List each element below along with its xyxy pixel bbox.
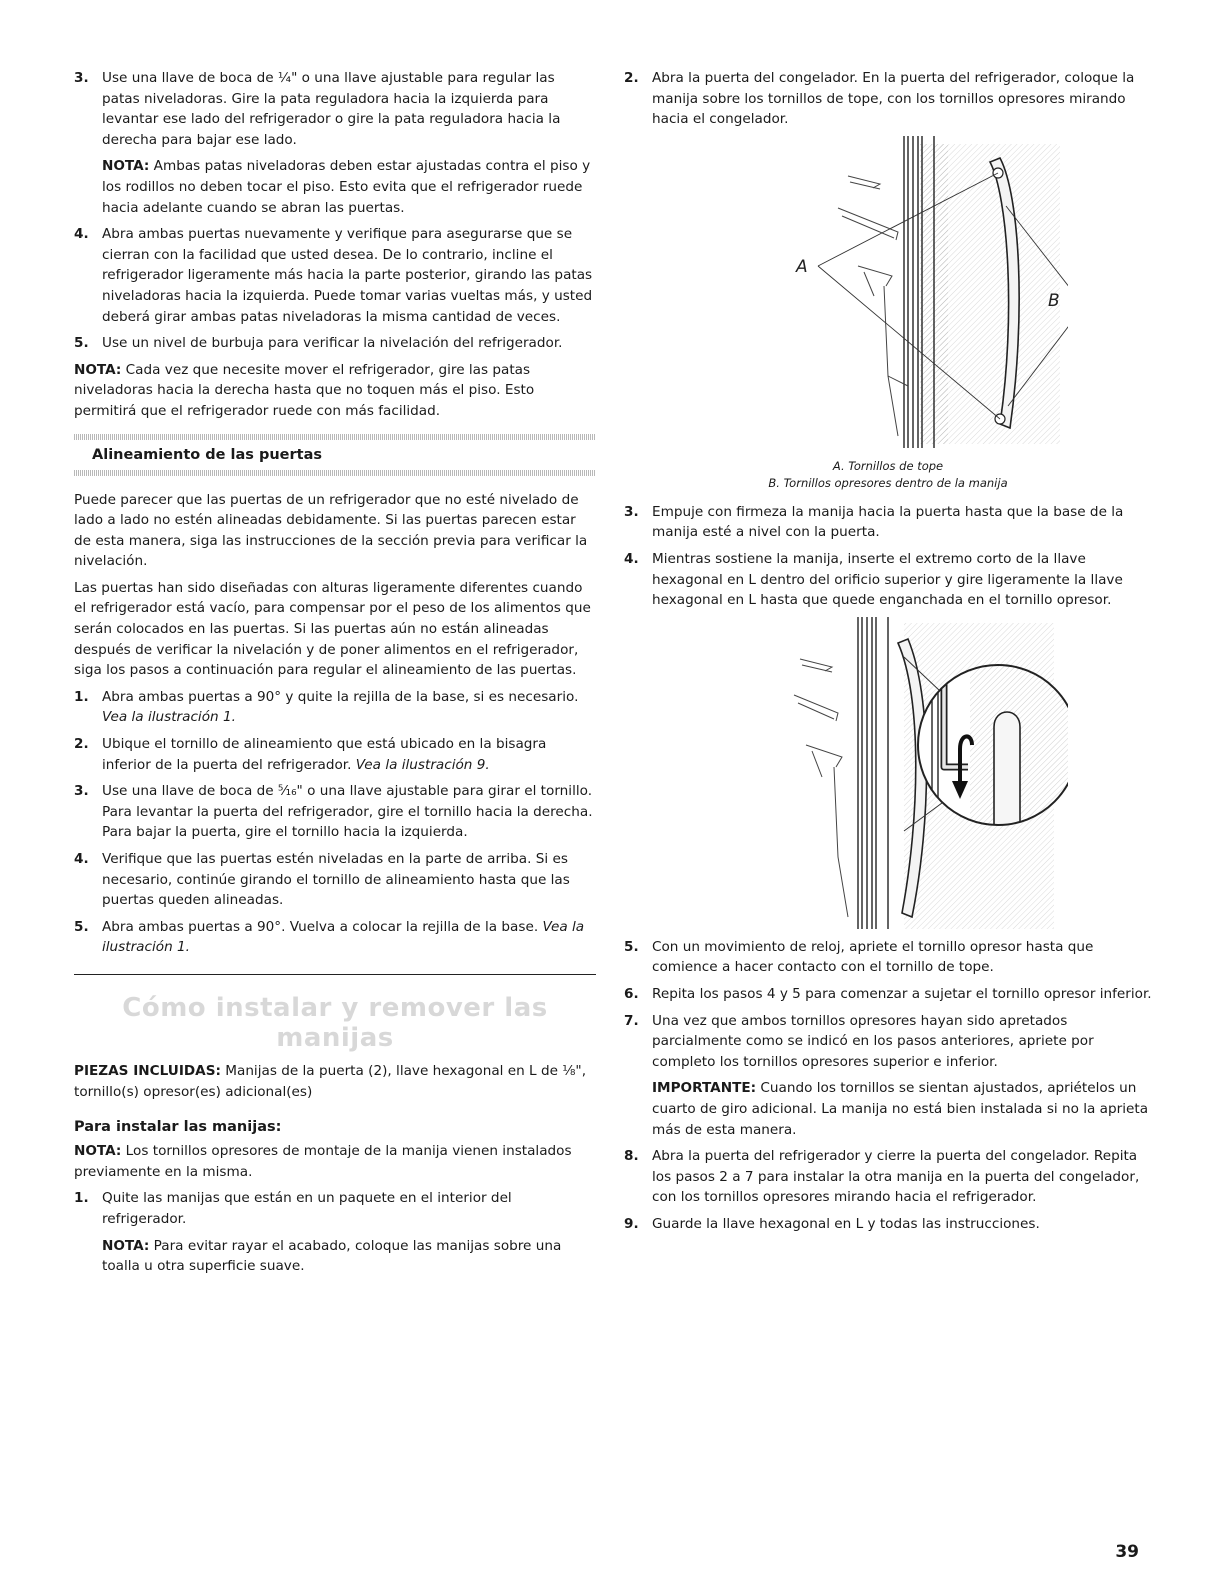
install-step-5 <box>624 937 1152 978</box>
step-text: Abra ambas puertas nuevamente y verifique para asegurarse que se cierran con la facilidad que usted desea. De lo contrario, incline el refrigerador ligeramente más hacia la parte posterior, girando las patas niveladoras hacia la izquierda. Puede tomar varias vueltas más, y usted deberá girar ambas patas niveladoras la misma cantidad de veces. <box>102 226 593 325</box>
door-alignment-paragraph-2: Las puertas han sido diseñadas con alturas ligeramente diferentes cuando el refrigerador está vacío, para compensar por el peso de los alimentos que serán colocados en las puertas. Si las puertas aún no están alineadas después de verificar la nivelación y de poner alimentos en el refrigerador, siga los pasos a continuación para regular el alineamiento de las puertas. <box>74 579 591 679</box>
step-note <box>102 156 596 218</box>
door-alignment-paragraph-1: Puede parecer que las puertas de un refrigerador que no esté nivelado de lado a lado no estén alineadas debidamente. Si las puertas parecen estar de esta manera, siga las instrucciones de la sección previa para verificar la nivelación. <box>74 491 588 570</box>
note-text: Para evitar rayar el acabado, coloque las manijas sobre una toalla u otra superficie suave. <box>102 1237 562 1275</box>
door-step-3 <box>74 781 596 843</box>
step-number: 4. <box>74 851 89 867</box>
step-text: Use un nivel de burbuja para verificar la nivelación del refrigerador. <box>102 335 563 352</box>
callout-a-label: A <box>796 256 808 277</box>
step-text: Guarde la llave hexagonal en L y todas las instrucciones. <box>652 1215 1040 1232</box>
step-text: Empuje con firmeza la manija hacia la puerta hasta que la base de la manija esté a nivel con la puerta. <box>652 503 1124 541</box>
section-divider-top <box>74 434 596 440</box>
step-text: Ubique el tornillo de alineamiento que está ubicado en la bisagra inferior de la puerta del refrigerador. <box>102 736 547 773</box>
note-label: NOTA: <box>74 1143 122 1160</box>
step-number: 5. <box>624 938 639 955</box>
door-edge-lines <box>858 617 888 929</box>
install-step-8 <box>624 1146 1152 1208</box>
parts-label: PIEZAS INCLUIDAS: <box>74 1063 221 1080</box>
page-number: 39 <box>1115 1542 1139 1562</box>
install-step-1 <box>74 1188 596 1276</box>
step-text: Abra la puerta del congelador. En la puerta del refrigerador, coloque la manija sobre los tornillos de tope, con los tornillos opresores mirando hacia el congelador. <box>652 70 1135 128</box>
important-label: IMPORTANTE: <box>652 1080 757 1097</box>
step-number: 3. <box>74 783 89 800</box>
step-text: Use una llave de boca de ⁵⁄₁₆" o una llave ajustable para girar el tornillo. Para levantar la puerta del refrigerador, gire el tornillo hacia la derecha. Para bajar la puerta, gire el tornillo hacia la izquierda. <box>102 783 593 841</box>
install-step-3 <box>624 502 1152 543</box>
right-column <box>624 68 1152 1240</box>
step-number: 3. <box>624 503 639 520</box>
leveling-step-3 <box>74 68 596 218</box>
door-step-1 <box>74 687 596 728</box>
step-number: 9. <box>624 1215 639 1232</box>
step-text: Abra ambas puertas a 90° y quite la rejilla de la base, si es necesario. <box>102 688 579 705</box>
note-label: NOTA: <box>102 158 150 175</box>
step-text: Con un movimiento de reloj, apriete el tornillo opresor hasta que comience a hacer contacto con el tornillo de tope. <box>652 938 1094 976</box>
step-number: 8. <box>624 1148 639 1165</box>
step-number: 1. <box>74 1190 89 1207</box>
door-step-5 <box>74 917 596 958</box>
step-text: Verifique que las puertas estén niveladas en la parte de arriba. Si es necesario, continúe girando el tornillo de alineamiento hasta que las puertas queden alineadas. <box>102 851 570 909</box>
leveling-step-5 <box>74 333 596 354</box>
left-column <box>74 68 596 1283</box>
step-number: 5. <box>74 918 89 935</box>
step-text: Abra la puerta del refrigerador y cierre la puerta del congelador. Repita los pasos 2 a 7 para instalar la otra manija en la puerta del congelador, con los tornillos opresores mirando hacia el refrigerador. <box>652 1148 1140 1206</box>
step-text: Use una llave de boca de ¼" o una llave ajustable para regular las patas niveladoras. Gire la pata reguladora hacia la izquierda para levantar ese lado del refrigerador o gire la pata reguladora hacia la derecha para bajar ese lado. <box>102 70 561 148</box>
step-number: 7. <box>624 1012 639 1029</box>
step-number: 3. <box>74 70 89 86</box>
door-alignment-heading: Alineamiento de las puertas <box>92 446 323 463</box>
parts-included <box>74 1061 596 1102</box>
caption-a: A. Tornillos de tope <box>832 458 944 473</box>
leveling-step-4 <box>74 224 596 327</box>
step-number: 4. <box>624 550 639 567</box>
refrigerator-interior-lines <box>794 659 848 917</box>
hex-key-illustration <box>708 617 1068 937</box>
handle-mounting-illustration <box>708 136 1068 456</box>
install-step-7 <box>624 1011 1152 1141</box>
step-note <box>102 1236 596 1277</box>
step-number: 5. <box>74 335 89 352</box>
step-number: 1. <box>74 688 89 705</box>
section-rule <box>74 974 596 976</box>
note-label: NOTA: <box>74 361 122 378</box>
moving-note <box>74 360 596 422</box>
illustration-reference: Vea la ilustración 1. <box>102 709 236 726</box>
install-step-9 <box>624 1214 1152 1235</box>
step-text: Mientras sostiene la manija, inserte el extremo corto de la llave hexagonal en L dentro del orificio superior y gire ligeramente la llave hexagonal en L hasta que quede enganchada en el tornillo opresor. <box>652 550 1123 609</box>
note-text: Cada vez que necesite mover el refrigerador, gire las patas niveladoras hacia la derecha hasta que no toquen más el piso. Esto permitirá que el refrigerador ruede con más facilidad. <box>74 361 535 419</box>
refrigerator-interior-lines <box>838 176 908 436</box>
callout-b-label: B <box>1048 290 1060 311</box>
step-text: Abra ambas puertas a 90°. Vuelva a colocar la rejilla de la base. <box>102 918 543 935</box>
caption-b: B. Tornillos opresores dentro de la manija <box>768 475 1008 490</box>
step-number: 6. <box>624 985 639 1002</box>
step-text: Repita los pasos 4 y 5 para comenzar a sujetar el tornillo opresor inferior. <box>652 985 1152 1002</box>
step-text: Una vez que ambos tornillos opresores hayan sido apretados parcialmente como se indicó en los pasos anteriores, apriete por completo los tornillos opresores superior e inferior. <box>652 1012 1094 1070</box>
note-label: NOTA: <box>102 1237 150 1254</box>
illustration-reference: Vea la ilustración 1. <box>102 918 585 956</box>
step-number: 4. <box>74 226 89 243</box>
install-step-4 <box>624 549 1152 611</box>
install-handles-heading: Para instalar las manijas: <box>74 1118 282 1135</box>
install-note <box>74 1141 596 1182</box>
note-text: Ambas patas niveladoras deben estar ajustadas contra el piso y los rodillos no deben tocar el piso. Esto evita que el refrigerador ruede hacia adelante cuando se abran las puertas. <box>102 158 591 216</box>
install-step-6 <box>624 984 1152 1005</box>
note-text: Los tornillos opresores de montaje de la manija vienen instalados previamente en la misma. <box>74 1143 572 1180</box>
step-number: 2. <box>74 736 89 753</box>
important-text: Cuando los tornillos se sientan ajustados, apriételos un cuarto de giro adicional. La manija no está bien instalada si no la aprieta más de esta manera. <box>652 1080 1149 1138</box>
door-step-4 <box>74 849 596 911</box>
install-step-2 <box>624 68 1152 130</box>
section-divider-bottom <box>74 470 596 476</box>
handles-section-title: Cómo instalar y remover las manijas <box>122 993 548 1054</box>
illustration-reference: Vea la ilustración 9. <box>355 756 490 773</box>
step-text: Quite las manijas que están en un paquete en el interior del refrigerador. <box>102 1190 512 1228</box>
figure-caption <box>624 458 1152 492</box>
step-number: 2. <box>624 70 639 86</box>
important-note <box>652 1078 1152 1140</box>
parts-text: Manijas de la puerta (2), llave hexagonal en L de ⅛", tornillo(s) opresor(es) adicional(es) <box>74 1063 587 1101</box>
door-step-2 <box>74 734 596 775</box>
